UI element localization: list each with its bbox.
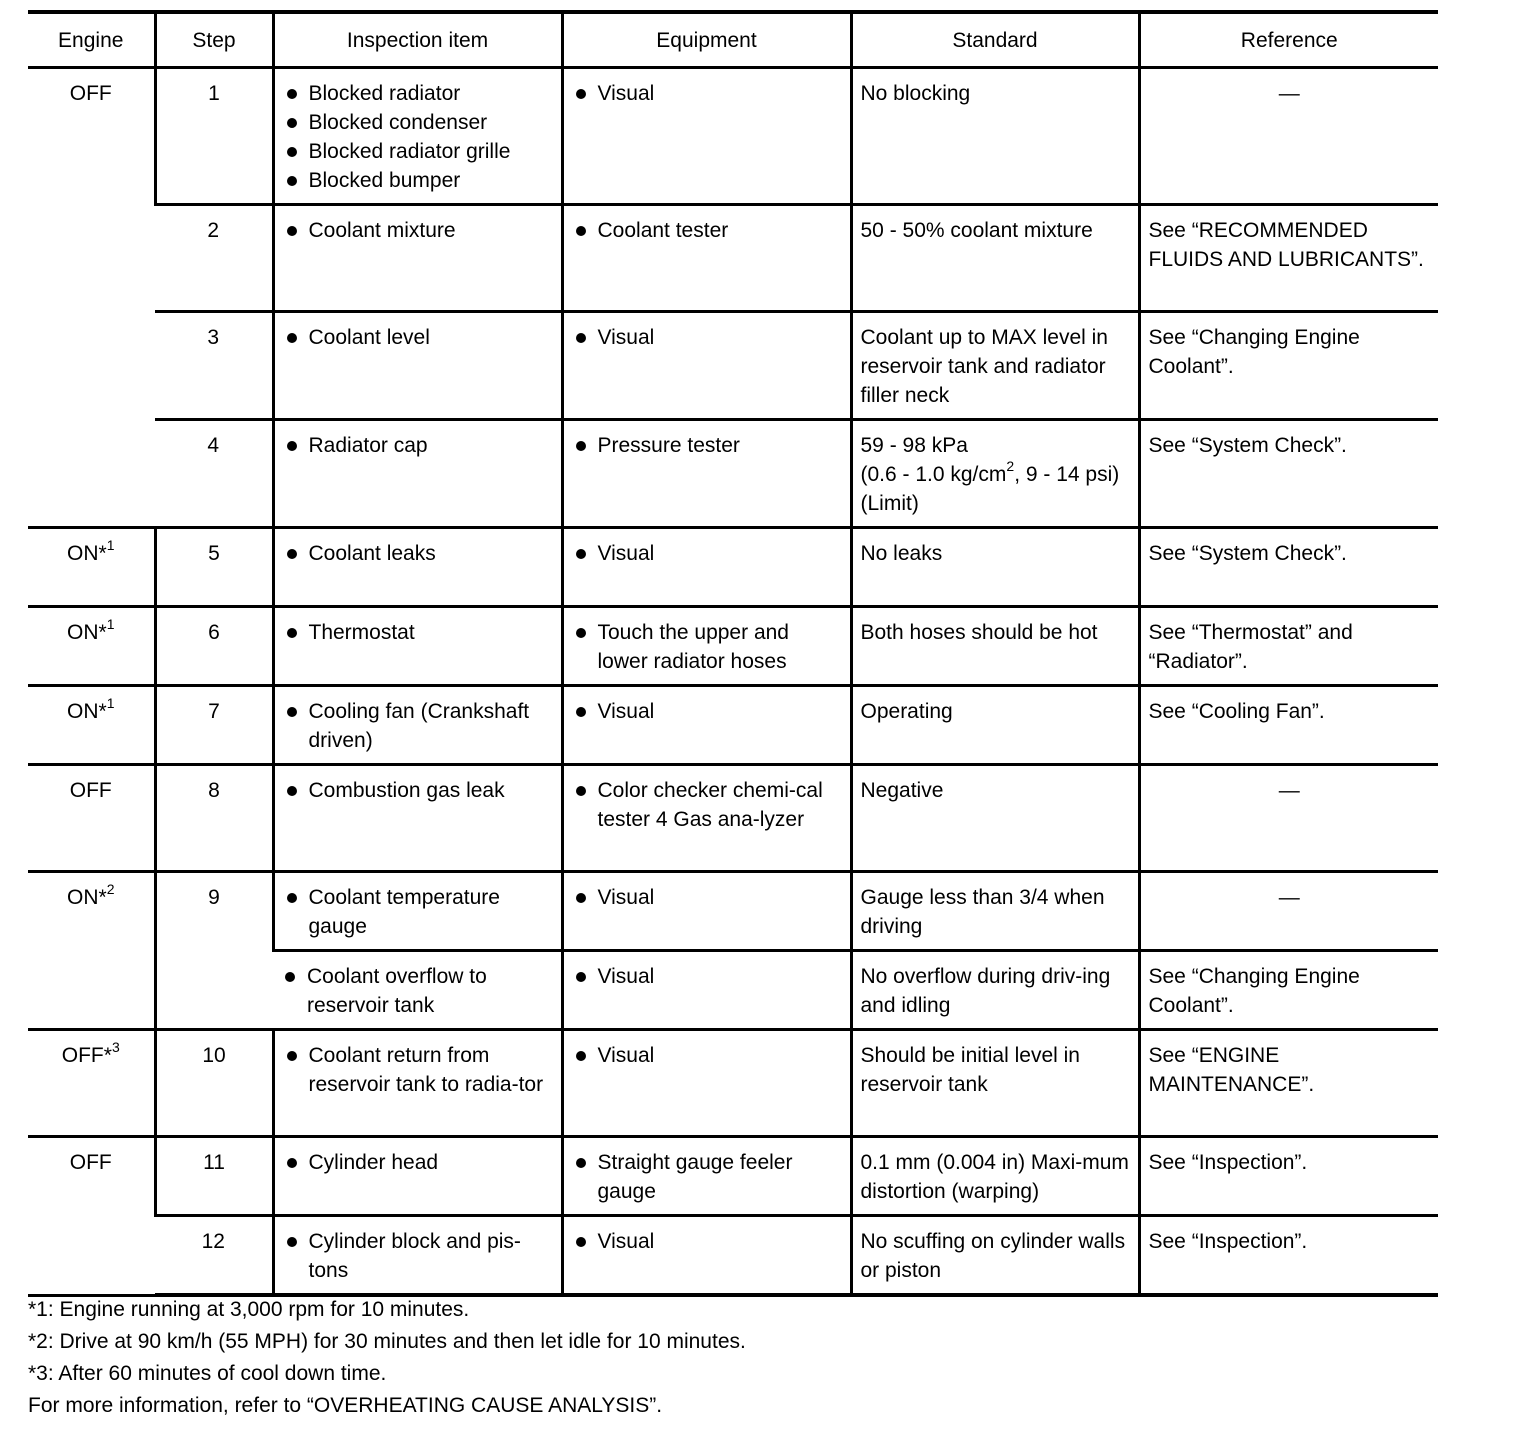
equipment-cell [562, 1030, 851, 1137]
reference-cell: See “System Check”. [1139, 420, 1438, 528]
step-cell: 10 [155, 1030, 273, 1137]
header-engine: Engine [28, 12, 155, 68]
bullet-icon [576, 1051, 586, 1061]
list-item: Thermostat [283, 618, 553, 647]
reference-cell: See “System Check”. [1139, 528, 1438, 607]
bullet-icon [576, 333, 586, 343]
list-item: Cooling fan (Crankshaft driven) [283, 697, 553, 755]
step-cell: 5 [155, 528, 273, 607]
bullet-icon [287, 1158, 297, 1168]
more-info-note: For more information, refer to “OVERHEATING CAUSE ANALYSIS”. [28, 1394, 663, 1417]
list-item: Combustion gas leak [283, 776, 553, 805]
step-cell: 6 [155, 607, 273, 686]
inspection-item-cell [273, 765, 562, 872]
list-item: Coolant temperature gauge [283, 883, 553, 941]
bullet-icon [576, 786, 586, 796]
header-reference: Reference [1139, 12, 1438, 68]
reference-cell: See “Changing Engine Coolant”. [1139, 951, 1438, 1030]
bullet-icon [287, 1051, 297, 1061]
standard-cell: Should be initial level in reservoir tank [851, 1030, 1139, 1137]
reference-cell: See “ENGINE MAINTENANCE”. [1139, 1030, 1438, 1137]
engine-cell: OFF [28, 68, 155, 528]
inspection-item-cell [273, 872, 562, 951]
bullet-icon [287, 176, 297, 186]
table-row [28, 528, 1438, 607]
engine-cell: OFF*$^3$ [28, 1030, 155, 1137]
step-cell: 12 [155, 1216, 273, 1296]
list-item: Cylinder block and pis-tons [283, 1227, 553, 1285]
table-row [28, 205, 1438, 312]
equipment-cell [562, 205, 851, 312]
step-cell: 2 [155, 205, 273, 312]
standard-cell: Coolant up to MAX level in reservoir tank and radiator filler neck [851, 312, 1139, 420]
engine-cell: ON*$^1$ [28, 528, 155, 607]
footnote-marker: 3 [111, 1039, 120, 1055]
equipment-cell [562, 528, 851, 607]
table-row [28, 765, 1438, 872]
list-item: Blocked bumper [283, 166, 553, 195]
bullet-icon [287, 89, 297, 99]
table-row [28, 68, 1438, 205]
standard-cell: 0.1 mm (0.004 in) Maxi-mum distortion (warping) [851, 1137, 1139, 1216]
bullet-icon [576, 1237, 586, 1247]
footnote-marker: 2 [106, 881, 115, 897]
standard-cell: Both hoses should be hot [851, 607, 1139, 686]
reference-cell: See “Changing Engine Coolant”. [1139, 312, 1438, 420]
equipment-cell [562, 951, 851, 1030]
equipment-cell [562, 686, 851, 765]
equipment-cell [562, 420, 851, 528]
footnote-2: *2: Drive at 90 km/h (55 MPH) for 30 minutes and then let idle for 10 minutes. [28, 1330, 746, 1353]
inspection-item-cell [273, 205, 562, 312]
bullet-icon [285, 972, 295, 982]
engine-cell: ON*$^2$ [28, 872, 155, 1030]
bullet-icon [287, 147, 297, 157]
list-item: Visual [572, 697, 842, 726]
header-equipment: Equipment [562, 12, 851, 68]
inspection-item-cell [273, 1137, 562, 1216]
bullet-icon [287, 118, 297, 128]
bullet-icon [287, 549, 297, 559]
list-item: Coolant return from reservoir tank to radia-tor [283, 1041, 553, 1099]
header-row [28, 12, 1438, 68]
equipment-cell [562, 607, 851, 686]
footnote-marker: 1 [106, 537, 115, 553]
standard-text: (0.6 - 1.0 kg/cm [860, 463, 1007, 486]
inspection-item-cell [273, 528, 562, 607]
list-item: Blocked radiator [283, 79, 553, 108]
bullet-icon [287, 707, 297, 717]
equipment-cell [562, 872, 851, 951]
inspection-item-cell [273, 607, 562, 686]
list-item: Touch the upper and lower radiator hoses [572, 618, 842, 676]
list-item: Cylinder head [283, 1148, 553, 1177]
list-item: Visual [572, 962, 842, 991]
step-cell: 8 [155, 765, 273, 872]
step-cell: 11 [155, 1137, 273, 1216]
equipment-cell [562, 765, 851, 872]
bullet-icon [576, 441, 586, 451]
bullet-icon [287, 441, 297, 451]
reference-cell: — [1139, 68, 1438, 205]
list-item: Coolant mixture [283, 216, 553, 245]
standard-cell: Gauge less than 3/4 when driving [851, 872, 1139, 951]
reference-cell: — [1139, 872, 1438, 951]
list-item: Coolant level [283, 323, 553, 352]
list-item: Coolant tester [572, 216, 842, 245]
bullet-icon [287, 893, 297, 903]
standard-cell: No overflow during driv-ing and idling [851, 951, 1139, 1030]
inspection-item-cell [273, 312, 562, 420]
step-cell: 1 [155, 68, 273, 205]
bullet-icon [576, 226, 586, 236]
table-row [28, 607, 1438, 686]
standard-cell: No leaks [851, 528, 1139, 607]
equipment-cell [562, 1137, 851, 1216]
engine-cell: ON*$^1$ [28, 686, 155, 765]
reference-cell: See “RECOMMENDED FLUIDS AND LUBRICANTS”. [1139, 205, 1438, 312]
standard-cell: No blocking [851, 68, 1139, 205]
equipment-cell [562, 312, 851, 420]
reference-cell: — [1139, 765, 1438, 872]
list-item: Visual [572, 1041, 842, 1070]
inspection-item-cell [273, 1030, 562, 1137]
footnote-marker: 1 [106, 695, 115, 711]
list-item: Coolant leaks [283, 539, 553, 568]
inspection-item-cell [273, 420, 562, 528]
standard-line: 59 - 98 kPa [860, 434, 968, 457]
table-row [28, 1137, 1438, 1216]
table-row [28, 1030, 1438, 1137]
bullet-icon [576, 893, 586, 903]
superscript: 2 [1006, 458, 1015, 474]
standard-cell: Negative [851, 765, 1139, 872]
engine-cell: OFF [28, 765, 155, 872]
step-cell: 4 [155, 420, 273, 528]
bullet-icon [576, 89, 586, 99]
standard-cell: 50 - 50% coolant mixture [851, 205, 1139, 312]
bullet-icon [576, 549, 586, 559]
list-item: Visual [572, 883, 842, 912]
inspection-item-cell [273, 686, 562, 765]
header-step: Step [155, 12, 273, 68]
reference-cell: See “Inspection”. [1139, 1137, 1438, 1216]
reference-cell: See “Cooling Fan”. [1139, 686, 1438, 765]
standard-cell [851, 420, 1139, 528]
inspection-item-cell [273, 1216, 562, 1296]
engine-cell: OFF [28, 1137, 155, 1296]
header-inspection-item: Inspection item [273, 12, 562, 68]
table-row [28, 420, 1438, 528]
bullet-icon [287, 333, 297, 343]
bullet-icon [287, 628, 297, 638]
table-row [28, 1216, 1438, 1296]
inspection-table [28, 10, 1438, 1297]
equipment-cell [562, 68, 851, 205]
reference-cell: See “Thermostat” and “Radiator”. [1139, 607, 1438, 686]
footnote-marker: 1 [106, 616, 115, 632]
list-item: Visual [572, 539, 842, 568]
list-item: Blocked radiator grille [283, 137, 553, 166]
bullet-icon [576, 628, 586, 638]
engine-cell: ON*$^1$ [28, 607, 155, 686]
inspection-item-cell [273, 951, 562, 1030]
bullet-icon [576, 1158, 586, 1168]
inspection-item-cell [273, 68, 562, 205]
bullet-icon [287, 786, 297, 796]
table-row [28, 312, 1438, 420]
list-item: Radiator cap [283, 431, 553, 460]
list-item: Visual [572, 323, 842, 352]
reference-cell: See “Inspection”. [1139, 1216, 1438, 1296]
table-row [28, 686, 1438, 765]
step-cell: 3 [155, 312, 273, 420]
footnote-3: *3: After 60 minutes of cool down time. [28, 1362, 387, 1385]
step-cell: 9 [155, 872, 273, 1030]
footnote-1: *1: Engine running at 3,000 rpm for 10 minutes. [28, 1298, 470, 1321]
bullet-icon [576, 707, 586, 717]
list-item: Visual [572, 79, 842, 108]
standard-cell: No scuffing on cylinder walls or piston [851, 1216, 1139, 1296]
list-item: Visual [572, 1227, 842, 1256]
bullet-icon [287, 1237, 297, 1247]
equipment-cell [562, 1216, 851, 1296]
footnotes [28, 1294, 1438, 1422]
bullet-icon [576, 972, 586, 982]
list-item: Blocked condenser [283, 108, 553, 137]
list-item: Color checker chemi-cal tester 4 Gas ana-lyzer [572, 776, 842, 834]
standard-cell: Operating [851, 686, 1139, 765]
list-item: Straight gauge feeler gauge [572, 1148, 842, 1206]
bullet-icon [287, 226, 297, 236]
standard-text: , 9 - 14 psi) (Limit) [860, 463, 1120, 515]
header-standard: Standard [851, 12, 1139, 68]
step-cell: 7 [155, 686, 273, 765]
list-item: Coolant overflow to reservoir tank [281, 962, 553, 1020]
list-item: Pressure tester [572, 431, 842, 460]
table-row [28, 872, 1438, 951]
